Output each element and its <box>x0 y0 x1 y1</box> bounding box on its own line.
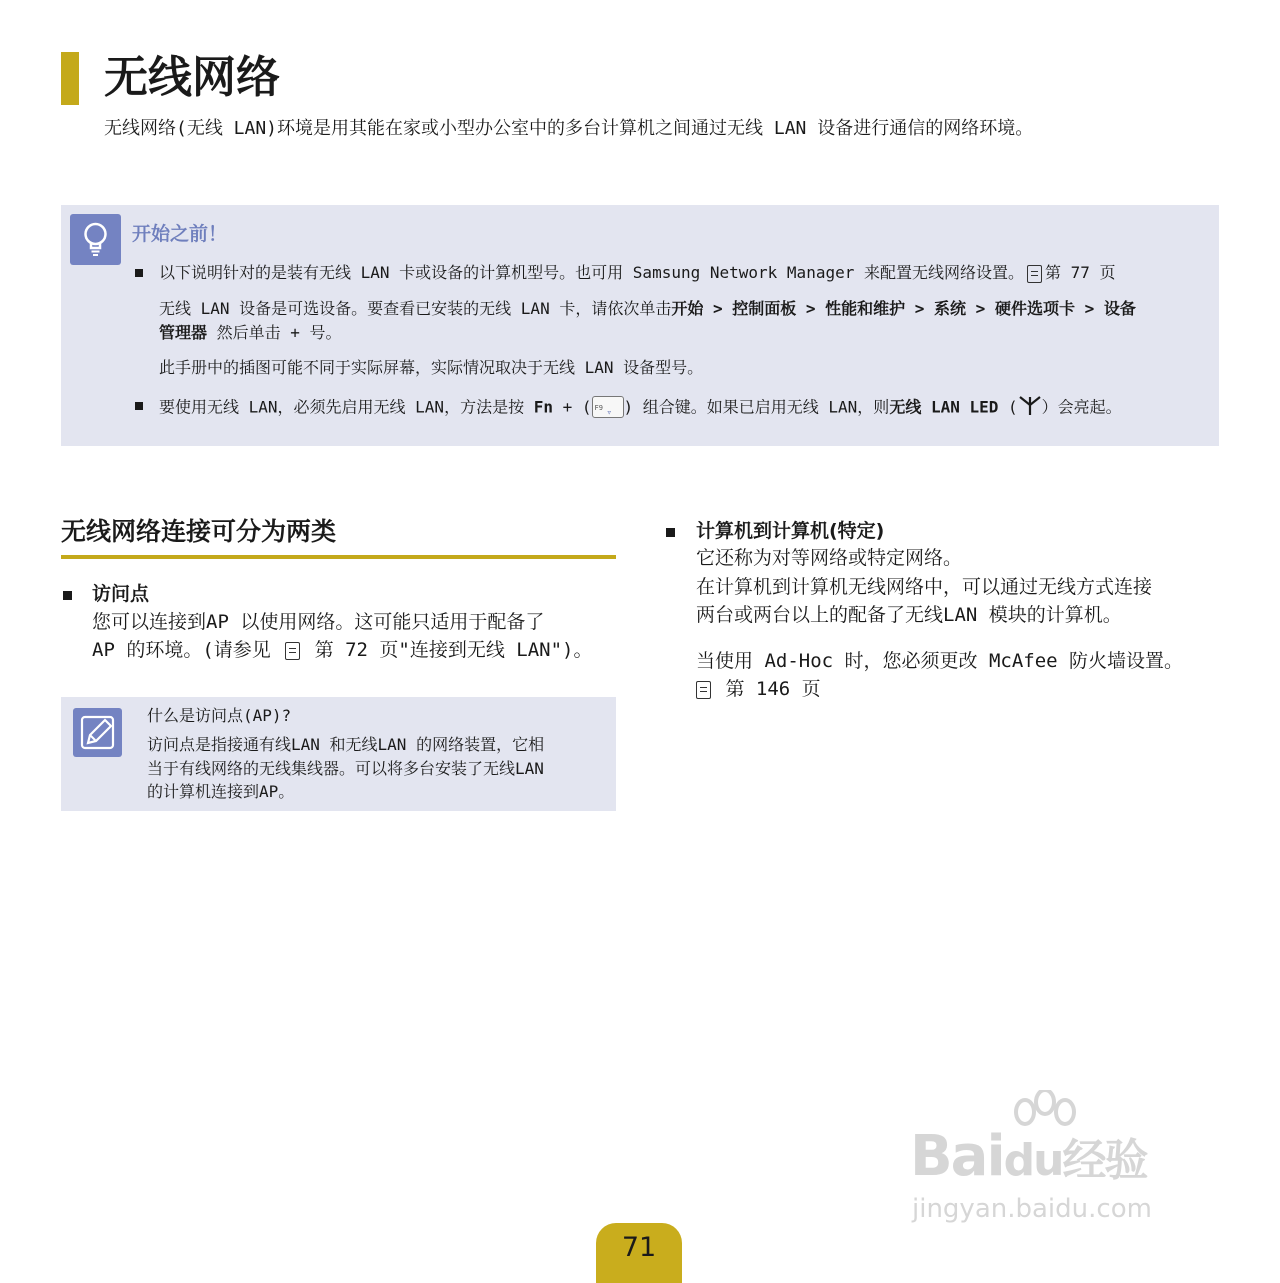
wireless-key-icon <box>592 396 624 418</box>
tip-para-2-path: 开始 > 控制面板 > 性能和维护 > 系统 > 硬件选项卡 > 设备 <box>671 299 1136 318</box>
tip-bullet-1-ref[interactable]: 第 77 页 <box>1045 263 1116 282</box>
section-title: 无线网络连接可分为两类 <box>61 517 337 546</box>
bullet-square <box>135 269 143 277</box>
plus-text: + ( <box>552 397 592 417</box>
bullet-square <box>135 402 143 410</box>
baidu-watermark <box>910 1110 1210 1230</box>
wireless-led-label: 无线 LAN LED <box>889 397 999 417</box>
tip-title: 开始之前！ <box>132 223 228 245</box>
ap-line-2-text: AP 的环境。(请参见 <box>92 639 271 661</box>
tip-bullet-1-text: 以下说明针对的是装有无线 LAN 卡或设备的计算机型号。也可用 Samsung Network Manager 来配置无线网络设置。 <box>159 263 1024 282</box>
tip-bullet-4 <box>159 394 1122 422</box>
ap-line-1: 您可以连接到AP 以使用网络。这可能只适用于配备了 <box>92 611 545 633</box>
watermark-brand-2: du <box>1003 1135 1063 1186</box>
tip-para-2-cont <box>159 322 342 344</box>
adhoc-heading: 计算机到计算机(特定) <box>696 520 885 542</box>
watermark-brand-3: 经验 <box>1062 1135 1147 1186</box>
adhoc-line-3: 两台或两台以上的配备了无线LAN 模块的计算机。 <box>696 604 1122 626</box>
page-ref-icon <box>285 642 300 660</box>
tip-bullet-4-text: 要使用无线 LAN，必须先启用无线 LAN，方法是按 <box>159 397 534 417</box>
page-ref-icon <box>696 681 711 699</box>
note-line-2: 当于有线网络的无线集线器。可以将多台安装了无线LAN <box>147 759 544 778</box>
note-title: 什么是访问点(AP)? <box>147 706 292 725</box>
bullet-square <box>666 528 675 537</box>
paren-open: ( <box>998 397 1018 417</box>
bullet-square <box>63 591 72 600</box>
title-accent-bar <box>61 52 79 105</box>
watermark-url: jingyan.baidu.com <box>912 1194 1152 1224</box>
adhoc-ref-line <box>696 675 821 703</box>
watermark-brand: Bai <box>910 1124 1004 1189</box>
antenna-mini-icon: ▿ <box>606 408 612 418</box>
pencil-note-icon <box>73 708 122 757</box>
ap-line-2 <box>92 636 593 664</box>
ap-line-2-ref[interactable]: 第 72 页"连接到无线 LAN")。 <box>314 639 593 661</box>
adhoc-line-2: 在计算机到计算机无线网络中，可以通过无线方式连接 <box>696 576 1153 598</box>
antenna-icon <box>1018 394 1042 422</box>
tip-bullet-4-mid: ) 组合键。如果已启用无线 LAN，则 <box>623 397 890 417</box>
adhoc-line-1: 它还称为对等网络或特定网络。 <box>696 547 963 569</box>
adhoc-line-4: 当使用 Ad-Hoc 时，您必须更改 McAfee 防火墙设置。 <box>696 650 1184 672</box>
lightbulb-icon <box>70 214 121 265</box>
page-title: 无线网络 <box>104 52 280 103</box>
section-rule <box>61 555 616 559</box>
note-line-3: 的计算机连接到AP。 <box>147 782 295 801</box>
tip-bullet-1 <box>159 262 1116 284</box>
key-label: F9 <box>594 404 603 412</box>
tip-bullet-4-post: ）会亮起。 <box>1041 397 1122 417</box>
tip-para-3: 此手册中的插图可能不同于实际屏幕，实际情况取决于无线 LAN 设备型号。 <box>159 358 704 377</box>
tip-para-2-path-cont: 管理器 <box>159 323 208 342</box>
intro-text: 无线网络(无线 LAN)环境是用其能在家或小型办公室中的多台计算机之间通过无线 LAN 设备进行通信的网络环境。 <box>104 118 1034 139</box>
adhoc-ref[interactable]: 第 146 页 <box>725 678 821 700</box>
page-ref-icon <box>1027 265 1042 283</box>
tip-para-2-post: 然后单击 + 号。 <box>207 323 342 342</box>
tip-para-2 <box>159 298 1136 320</box>
ap-heading: 访问点 <box>92 583 150 605</box>
tip-para-2-text: 无线 LAN 设备是可选设备。要查看已安装的无线 LAN 卡，请依次单击 <box>159 299 672 318</box>
page-number: 71 <box>621 1232 657 1263</box>
fn-key-label: Fn <box>533 397 553 417</box>
note-line-1: 访问点是指接通有线LAN 和无线LAN 的网络装置，它相 <box>147 735 545 754</box>
